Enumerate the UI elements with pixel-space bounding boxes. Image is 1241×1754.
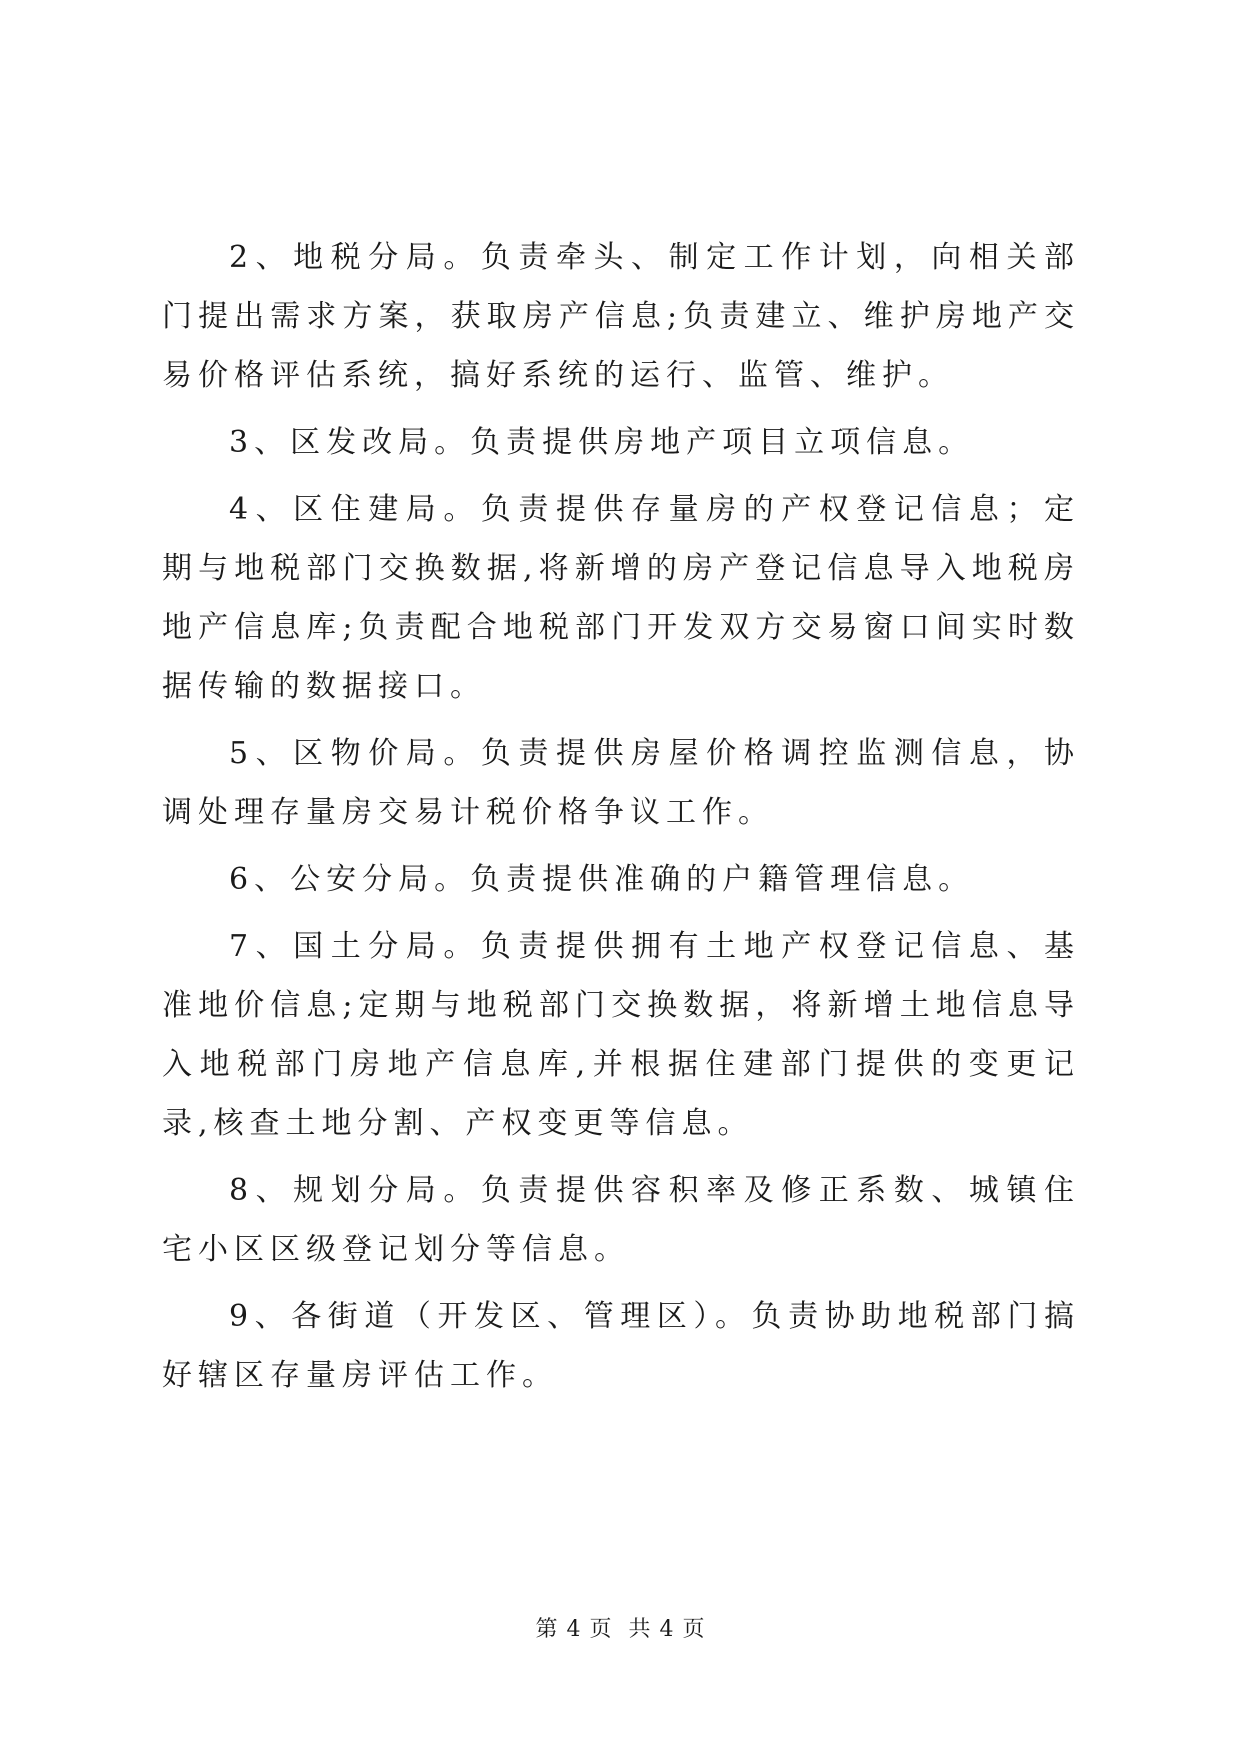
document-body [162, 228, 1080, 1413]
page-number: 第 4 页 [535, 1617, 613, 1642]
page-total: 共 4 页 [628, 1617, 706, 1642]
paragraph-item-6: 6、公安分局。负责提供准确的户籍管理信息。 [229, 862, 975, 897]
paragraph-item-4: 4、区住建局。负责提供存量房的产权登记信息；定期与地税部门交换数据,将新增的房产登记信息导入地税房地产信息库;负责配合地税部门开发双方交易窗口间实时数据传输的数据接口。 [162, 492, 1080, 704]
paragraph-item-5: 5、区物价局。负责提供房屋价格调控监测信息，协调处理存量房交易计税价格争议工作。 [162, 736, 1080, 830]
paragraph-item-9: 9、各街道（开发区、管理区）。负责协助地税部门搞好辖区存量房评估工作。 [162, 1299, 1080, 1393]
paragraph-item-7: 7、国土分局。负责提供拥有土地产权登记信息、基准地价信息;定期与地税部门交换数据，将新增土地信息导入地税部门房地产信息库,并根据住建部门提供的变更记录,核查土地分割、产权变更等信息。 [162, 929, 1080, 1141]
paragraph-item-8: 8、规划分局。负责提供容积率及修正系数、城镇住宅小区区级登记划分等信息。 [162, 1173, 1080, 1267]
paragraph-item-3: 3、区发改局。负责提供房地产项目立项信息。 [229, 425, 975, 460]
paragraph-item-2: 2、地税分局。负责牵头、制定工作计划，向相关部门提出需求方案，获取房产信息;负责建立、维护房地产交易价格评估系统，搞好系统的运行、监管、维护。 [162, 240, 1080, 393]
page-footer [0, 1612, 1241, 1643]
